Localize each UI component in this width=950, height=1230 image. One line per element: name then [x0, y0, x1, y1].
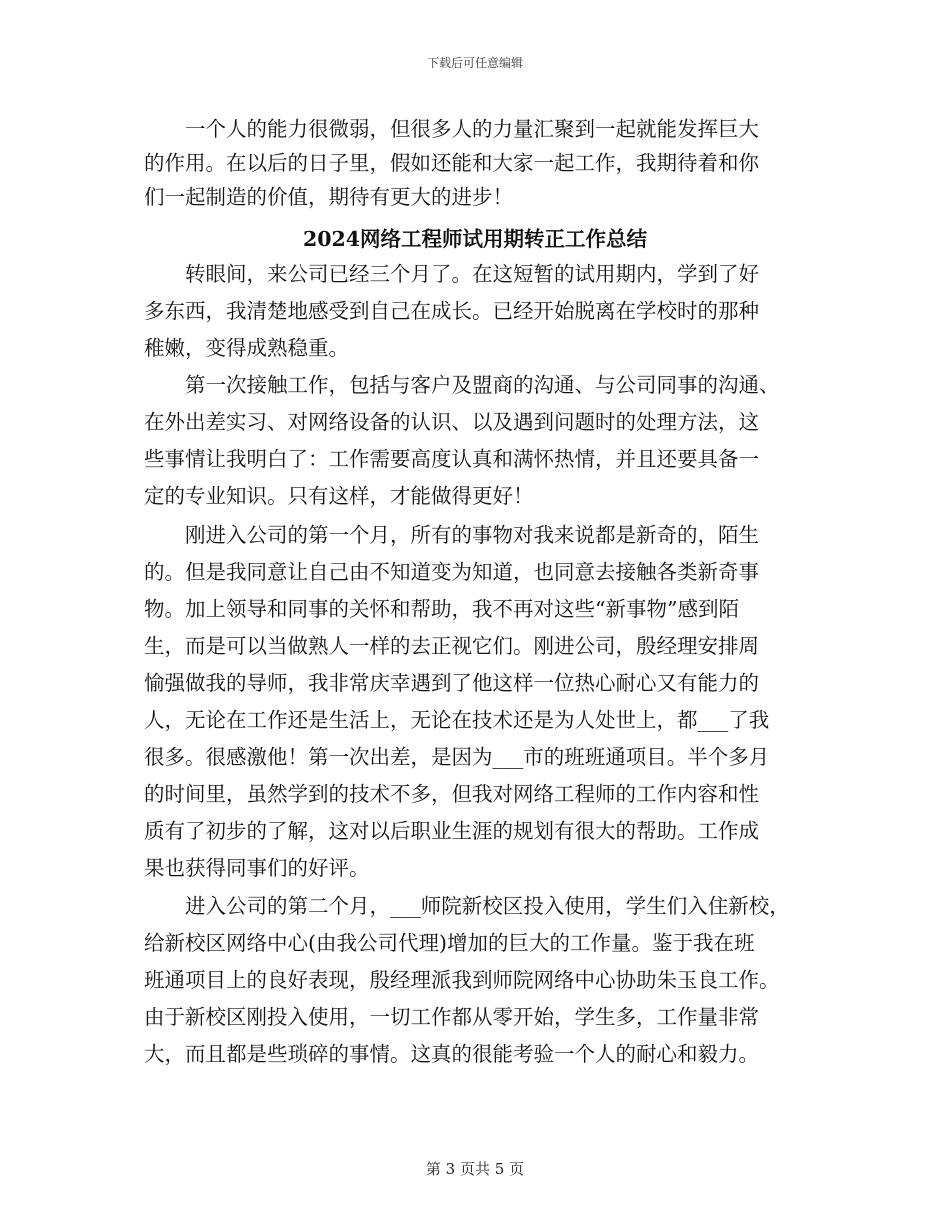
page-header-note: 下载后可任意编辑: [426, 56, 523, 70]
text-line: 第一次接触工作，包括与客户及盟商的沟通、与公司同事的沟通、: [144, 373, 780, 397]
text-line: 刚进入公司的第一个月，所有的事物对我来说都是新奇的，陌生: [144, 523, 759, 547]
page-number: 第 3 页共 5 页: [425, 1160, 525, 1178]
text-line: 的作用。在以后的日子里，假如还能和大家一起工作，我期待着和你: [144, 151, 759, 175]
text-line: 人，无论在工作还是生活上，无论在技术还是为人处世上，都___了我: [144, 708, 770, 732]
text-line: 定的专业知识。只有这样，才能做得更好！: [144, 484, 534, 508]
text-line: 生，而是可以当做熟人一样的去正视它们。刚进公司，殷经理安排周: [144, 634, 759, 658]
text-line: 们一起制造的价值，期待有更大的进步！: [144, 185, 513, 209]
text-line: 些事情让我明白了：工作需要高度认真和满怀热情，并且还要具备一: [144, 447, 759, 471]
text-line: 物。加上领导和同事的关怀和帮助，我不再对这些“新事物”感到陌: [144, 597, 739, 621]
document-title: 2024网络工程师试用期转正工作总结: [302, 227, 648, 251]
text-line: 的时间里，虽然学到的技术不多，但我对网络工程师的工作内容和性: [144, 782, 759, 806]
text-line: 质有了初步的了解，这对以后职业生涯的规划有很大的帮助。工作成: [144, 819, 759, 843]
text-line: 很多。很感激他！第一次出差，是因为___市的班班通项目。半个多月: [144, 745, 770, 769]
text-line: 在外出差实习、对网络设备的认识、以及遇到问题时的处理方法，这: [144, 410, 759, 434]
text-line: 进入公司的第二个月，___师院新校区投入使用，学生们入住新校，: [144, 894, 790, 918]
text-line: 大，而且都是些琐碎的事情。这真的很能考验一个人的耐心和毅力。: [144, 1042, 759, 1066]
text-line: 的。但是我同意让自己由不知道变为知道，也同意去接触各类新奇事: [144, 560, 759, 584]
text-line: 给新校区网络中心(由我公司代理)增加的巨大的工作量。鉴于我在班: [144, 931, 755, 955]
text-line: 班通项目上的良好表现，殷经理派我到师院网络中心协助朱玉良工作。: [144, 968, 780, 992]
text-line: 多东西，我清楚地感受到自己在成长。已经开始脱离在学校时的那种: [144, 299, 759, 323]
text-line: 果也获得同事们的好评。: [144, 856, 370, 880]
text-line: 转眼间，来公司已经三个月了。在这短暂的试用期内，学到了好: [144, 262, 759, 286]
text-line: 稚嫩，变得成熟稳重。: [144, 336, 349, 360]
text-line: 一个人的能力很微弱，但很多人的力量汇聚到一起就能发挥巨大: [144, 117, 759, 141]
text-line: 由于新校区刚投入使用，一切工作都从零开始，学生多，工作量非常: [144, 1005, 759, 1029]
text-line: 愉强做我的导师，我非常庆幸遇到了他这样一位热心耐心又有能力的: [144, 671, 759, 695]
